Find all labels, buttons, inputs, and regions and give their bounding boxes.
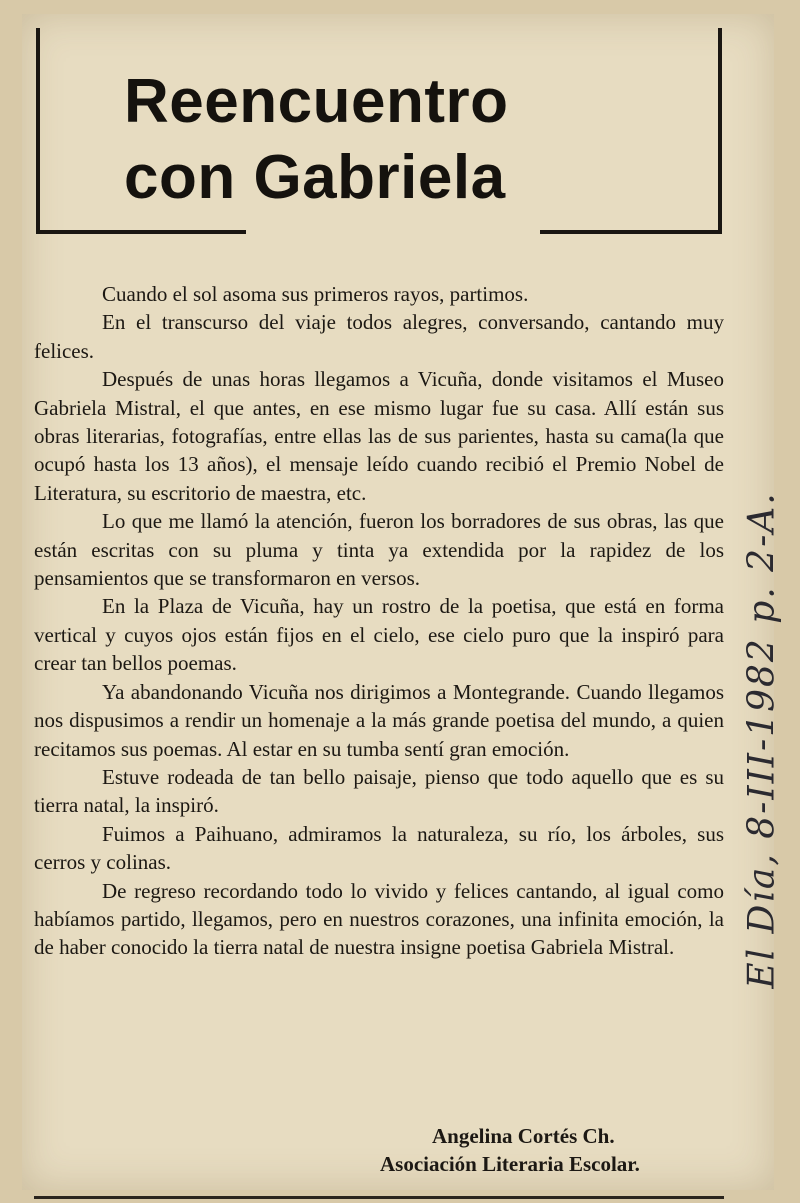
paragraph: Después de unas horas llegamos a Vicuña, donde visitamos el Museo Gabriela Mistral, el que antes, en ese mismo lugar fue su casa. Allí están sus obras literarias, fotografías, entre ellas las de sus parientes, hasta su cama(la que ocupó hasta los 13 años), el mensaje leído cuando recibió el Premio Nobel de Literatura, su escritorio de maestra, etc. [34, 367, 724, 505]
author-organization: Asociación Literaria Escolar. [380, 1152, 640, 1176]
title-line-2: con Gabriela [124, 143, 506, 212]
paragraph: Fuimos a Paihuano, admiramos la naturaleza, su río, los árboles, sus cerros y colinas. [34, 821, 724, 875]
title-line-1: Reencuentro [124, 67, 509, 136]
paragraph: En el transcurso del viaje todos alegres, conversando, cantando muy felices. [34, 310, 724, 363]
paragraph: En la Plaza de Vicuña, hay un rostro de la poetisa, que está en forma vertical y cuyos ojos están fijos en el cielo, ese cielo puro que la inspiró para crear tan bellos poemas. [34, 594, 724, 676]
author-name: Angelina Cortés Ch. [432, 1124, 615, 1148]
paragraph: Ya abandonando Vicuña nos dirigimos a Montegrande. Cuando llegamos nos dispusimos a rendir un homenaje a la más grande poetisa del mundo, a quien recitamos sus poemas. Al estar en su tumba sentí gran emoción. [34, 679, 724, 761]
bottom-rule [34, 1196, 724, 1199]
paragraph: Lo que me llamó la atención, fueron los borradores de sus obras, las que están escritas con su pluma y tinta ya extendida por la rapidez de los pensamientos que se transformaron en versos. [34, 509, 724, 591]
paragraph: De regreso recordando todo lo vivido y felices cantando, al igual como habíamos partido, llegamos, pero en nuestros corazones, una infinita emoción, la de haber conocido la tierra natal de nuestra insigne poetisa Gabriela Mistral. [34, 878, 724, 960]
paragraph: Estuve rodeada de tan bello paisaje, pienso que todo aquello que es su tierra natal, la inspiró. [34, 764, 724, 818]
frame-gap [246, 226, 540, 236]
signature-block [330, 1122, 710, 1178]
article-body [34, 280, 724, 962]
handwritten-source-note: El Día, 8-III-1982 p. 2-A. [741, 491, 783, 989]
article-title [124, 64, 684, 216]
paragraph: Cuando el sol asoma sus primeros rayos, partimos. [102, 282, 529, 306]
